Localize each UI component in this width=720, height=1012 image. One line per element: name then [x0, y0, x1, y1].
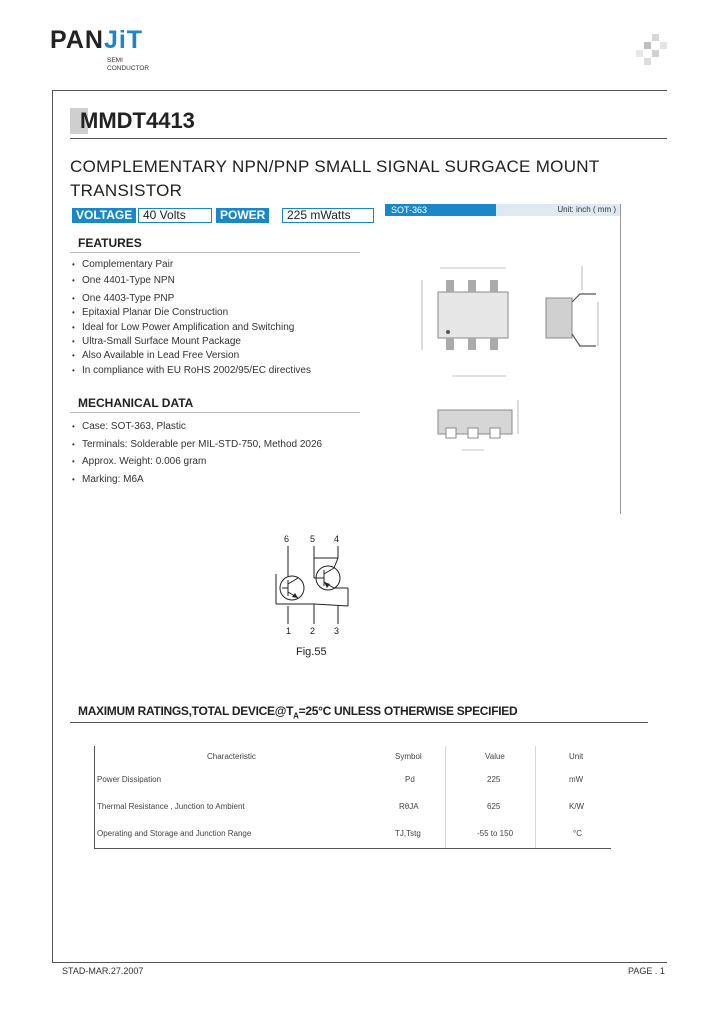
feature-item: • One 4401-Type NPN — [72, 274, 311, 288]
logo-jit: JiT — [103, 26, 144, 54]
features-title: FEATURES — [78, 236, 142, 250]
features-rule — [70, 252, 360, 253]
table-row — [95, 829, 611, 843]
cell-symbol: Pd — [405, 775, 415, 784]
table-row — [95, 775, 611, 789]
cell-unit: K/W — [569, 802, 585, 811]
product-heading — [70, 155, 600, 203]
feature-item: • Also Available in Lead Free Version — [72, 349, 311, 363]
mechanical-list — [72, 418, 322, 488]
package-outline-drawing — [400, 250, 620, 470]
power-label: POWER — [216, 208, 269, 223]
cell-characteristic: Thermal Resistance , Junction to Ambient — [97, 802, 245, 811]
mechanical-item: • Terminals: Solderable per MIL-STD-750, Method 2026 — [72, 436, 322, 454]
header-value: Value — [485, 752, 505, 761]
mechanical-item: • Marking: M6A — [72, 471, 322, 489]
cell-value: -55 to 150 — [477, 829, 514, 838]
pin-label-5: 5 — [310, 534, 316, 544]
package-name: SOT-363 — [385, 204, 496, 216]
figure-caption: Fig.55 — [296, 646, 327, 658]
cell-value: 225 — [487, 775, 501, 784]
voltage-value: 40 Volts — [138, 208, 212, 223]
package-divider — [620, 204, 621, 514]
ratings-table — [94, 746, 611, 849]
cell-value: 625 — [487, 802, 501, 811]
mechanical-item: • Case: SOT-363, Plastic — [72, 418, 322, 436]
ratings-title-sub: A — [293, 711, 299, 721]
footer-page: PAGE . 1 — [628, 966, 665, 976]
footer-date: STAD-MAR.27.2007 — [62, 966, 144, 976]
table-row — [95, 802, 611, 816]
table-header-row — [95, 752, 611, 766]
pin-label-4: 4 — [334, 534, 340, 544]
logo-sub-line2: CONDUCTOR — [107, 65, 150, 72]
corner-squares-icon — [636, 34, 672, 70]
ratings-title — [78, 704, 517, 720]
header-characteristic: Characteristic — [207, 752, 256, 761]
mechanical-rule — [70, 412, 360, 413]
frame-left-line — [52, 90, 53, 962]
feature-item: • One 4403-Type PNP — [72, 292, 311, 306]
company-logo — [50, 26, 143, 55]
part-number: MMDT4413 — [80, 108, 195, 133]
ratings-rule — [70, 722, 648, 723]
feature-item: • Ideal for Low Power Amplification and Switching — [72, 321, 311, 335]
ratings-title-pre: MAXIMUM RATINGS,TOTAL DEVICE@T — [78, 704, 294, 718]
title-rule — [70, 138, 667, 139]
pin-label-3: 3 — [334, 626, 340, 636]
voltage-label: VOLTAGE — [72, 208, 136, 223]
cell-characteristic: Operating and Storage and Junction Range — [97, 829, 252, 838]
circuit-diagram — [268, 544, 358, 626]
logo-sub-line1: SEMI — [107, 57, 123, 64]
cell-symbol: TJ,Tstg — [395, 829, 421, 838]
frame-top-line — [52, 90, 667, 91]
feature-item: • In compliance with EU RoHS 2002/95/EC directives — [72, 364, 311, 378]
cell-unit: °C — [573, 829, 582, 838]
pin-label-6: 6 — [284, 534, 290, 544]
logo-pan: PAN — [50, 26, 104, 54]
cell-symbol: RθJA — [399, 802, 419, 811]
features-list — [72, 258, 311, 378]
pin-label-1: 1 — [286, 626, 292, 636]
cell-unit: mW — [569, 775, 584, 784]
header-unit: Unit — [569, 752, 584, 761]
feature-item: • Ultra-Small Surface Mount Package — [72, 335, 311, 349]
heading-line2: TRANSISTOR — [70, 181, 183, 200]
header-symbol: Symbol — [395, 752, 422, 761]
ratings-title-post: =25°C UNLESS OTHERWISE SPECIFIED — [298, 704, 518, 718]
feature-item: • Epitaxial Planar Die Construction — [72, 306, 311, 320]
package-unit: Unit: inch ( mm ) — [496, 204, 620, 216]
power-value: 225 mWatts — [282, 208, 374, 223]
mechanical-item: • Approx. Weight: 0.006 gram — [72, 453, 322, 471]
mechanical-title: MECHANICAL DATA — [78, 396, 194, 410]
frame-bottom-line — [52, 962, 667, 963]
heading-line1: COMPLEMENTARY NPN/PNP SMALL SIGNAL SURGACE MOUNT — [70, 157, 600, 176]
cell-characteristic: Power Dissipation — [97, 775, 162, 784]
logo-subtitle — [107, 57, 149, 73]
feature-item: • Complementary Pair — [72, 258, 311, 272]
pin-label-2: 2 — [310, 626, 316, 636]
